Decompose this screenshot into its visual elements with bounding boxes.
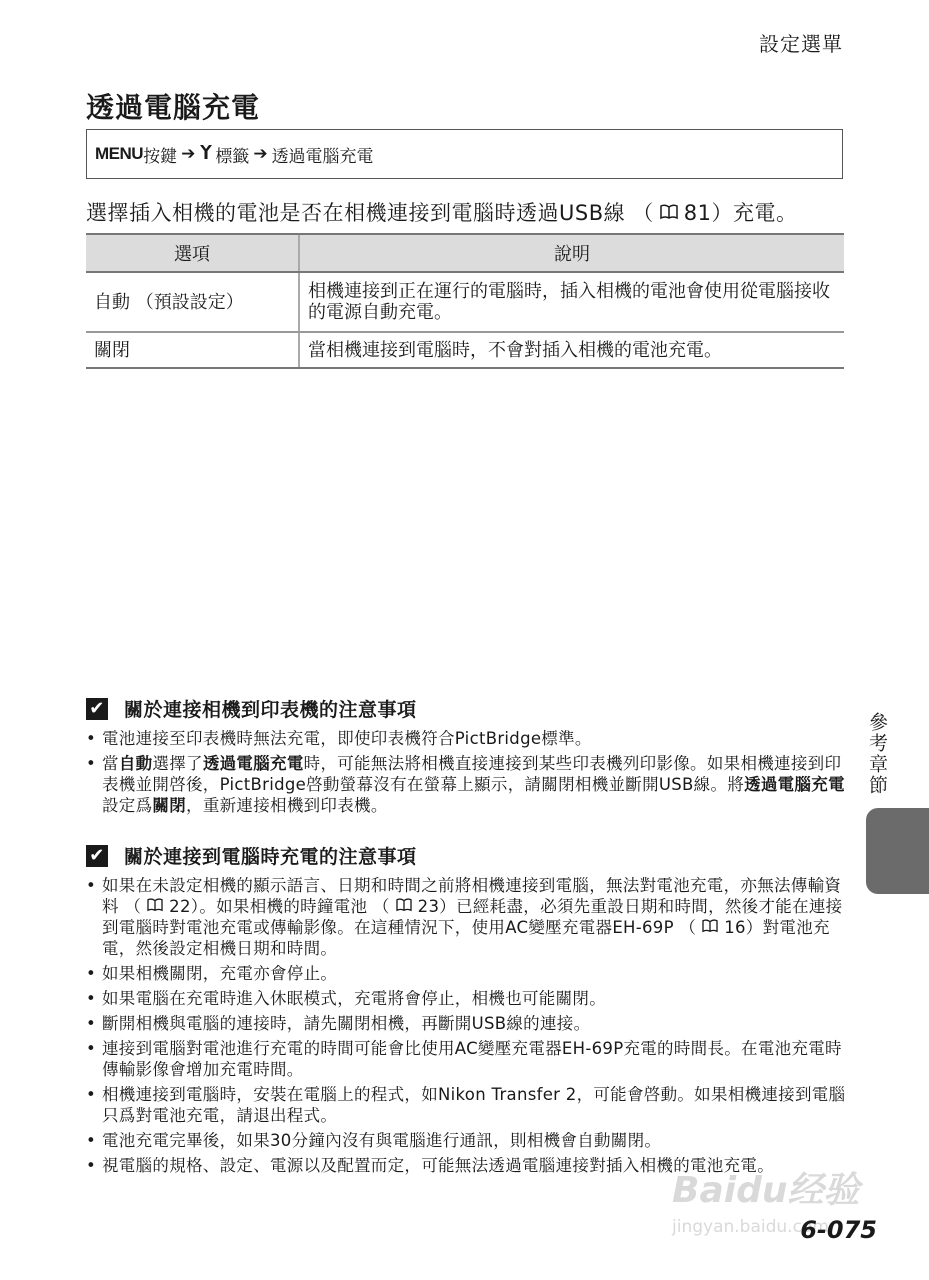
menu-path-box [86, 129, 843, 179]
text-fragment: 如果在未設定相機的顯示語言、日期和時間之前將相機連接到電腦，無法對電池充電，亦無法傳輸資料 （ [102, 876, 842, 916]
list-item [86, 875, 846, 959]
text-fragment: ）已經耗盡，必須先重設日期和時間，然後才能在連接到電腦時對電池充電或傳輸影像。在這種情況下，使用AC變壓充電器EH-69P （ [102, 897, 843, 937]
list-item: • 電池充電完畢後，如果30分鐘內沒有與電腦進行通訊，則相機會自動關閉。 [86, 1130, 846, 1151]
note-printer-list [86, 728, 846, 816]
book-icon [660, 204, 678, 225]
book-icon [396, 896, 412, 917]
wrench-icon [199, 144, 213, 165]
note-printer-heading [86, 695, 846, 722]
book-icon [147, 896, 163, 917]
intro-page-ref: 81 [683, 201, 712, 225]
watermark-logo: Baidu经验 [672, 1170, 860, 1211]
table-header-option: 選項 [86, 234, 299, 272]
note-computer-charging [86, 842, 846, 1180]
note-computer-heading [86, 842, 846, 869]
table-row [86, 272, 844, 332]
option-off: 關閉 [86, 332, 299, 368]
options-table [86, 233, 844, 369]
page-ref: 23 [417, 897, 440, 916]
page-title: 透過電腦充電 [86, 91, 261, 124]
intro-main: 選擇插入相機的電池是否在相機連接到電腦時透過USB線 （ [86, 201, 654, 225]
checkmark-icon: ✔ [86, 845, 108, 867]
note-computer-list [86, 875, 846, 1176]
text-fragment: 當 [102, 754, 119, 773]
list-item: • 如果相機關閉，充電亦會停止。 [86, 963, 846, 984]
text-fragment: ）對電池充電，然後設定相機日期和時間。 [102, 918, 830, 958]
list-item: • 連接到電腦對電池進行充電的時間可能會比使用AC變壓充電器EH-69P充電的時間長。在電池充電時傳輸影像會增加充電時間。 [86, 1038, 846, 1080]
list-item [86, 753, 846, 816]
option-off-description: 當相機連接到電腦時，不會對插入相機的電池充電。 [299, 332, 844, 368]
table-header-description: 說明 [299, 234, 844, 272]
intro-tail: ）充電。 [711, 201, 798, 225]
page-number: 6-075 [800, 1216, 877, 1244]
arrow-right-icon: ➔ [253, 144, 268, 164]
bold-term: 透過電腦充電 [744, 775, 845, 794]
menu-path-target: 透過電腦充電 [271, 146, 374, 167]
book-icon [702, 917, 718, 938]
option-auto: 自動 （預設設定） [86, 272, 299, 332]
page-ref: 16 [724, 918, 746, 937]
menu-key-label: MENU [95, 144, 144, 163]
table-row [86, 332, 844, 368]
checkmark-icon: ✔ [86, 698, 108, 720]
text-fragment: 設定爲 [102, 796, 153, 815]
page-ref: 22 [169, 897, 191, 916]
text-fragment: ，重新連接相機到印表機。 [186, 796, 388, 815]
menu-path-part1: 按鍵 [143, 146, 178, 167]
arrow-right-icon: ➔ [181, 144, 196, 164]
list-item: • 如果電腦在充電時進入休眠模式，充電將會停止，相機也可能關閉。 [86, 988, 846, 1009]
text-fragment: ）。如果相機的時鐘電池 （ [190, 897, 390, 916]
note-printer-title: 關於連接相機到印表機的注意事項 [124, 699, 417, 721]
option-auto-description: 相機連接到正在運行的電腦時，插入相機的電池會使用從電腦接收的電源自動充電。 [299, 272, 844, 332]
list-item: • 視電腦的規格、設定、電源以及配置而定，可能無法透過電腦連接對插入相機的電池充電。 [86, 1155, 846, 1176]
section-header: 設定選單 [759, 32, 843, 56]
menu-path-tab-label: 標籤 [215, 146, 250, 167]
chapter-tab [866, 808, 929, 894]
list-item: • 電池連接至印表機時無法充電，即使印表機符合PictBridge標準。 [86, 728, 846, 749]
bold-term: 關閉 [152, 796, 187, 815]
note-printer [86, 695, 846, 820]
list-item: • 斷開相機與電腦的連接時，請先關閉相機，再斷開USB線的連接。 [86, 1013, 846, 1034]
text-fragment: 時，可能無法將相機直接連接到某些印表機列印影像。如果相機連接到印表機並開啓後，PictBridge啓動螢幕沒有在螢幕上顯示，請關閉相機並斷開USB線。將 [102, 754, 842, 794]
bold-term: 透過電腦充電 [202, 754, 304, 773]
side-chapter-label: 參考章節 [866, 712, 888, 796]
note-computer-title: 關於連接到電腦時充電的注意事項 [124, 846, 417, 868]
list-item: • 相機連接到電腦時，安裝在電腦上的程式，如Nikon Transfer 2，可能會啓動。如果相機連接到電腦只爲對電池充電，請退出程式。 [86, 1084, 846, 1126]
intro-text [86, 197, 798, 227]
text-fragment: 選擇了 [152, 754, 203, 773]
bold-term: 自動 [118, 754, 153, 773]
watermark-url: jingyan.baidu.com [672, 1217, 829, 1237]
